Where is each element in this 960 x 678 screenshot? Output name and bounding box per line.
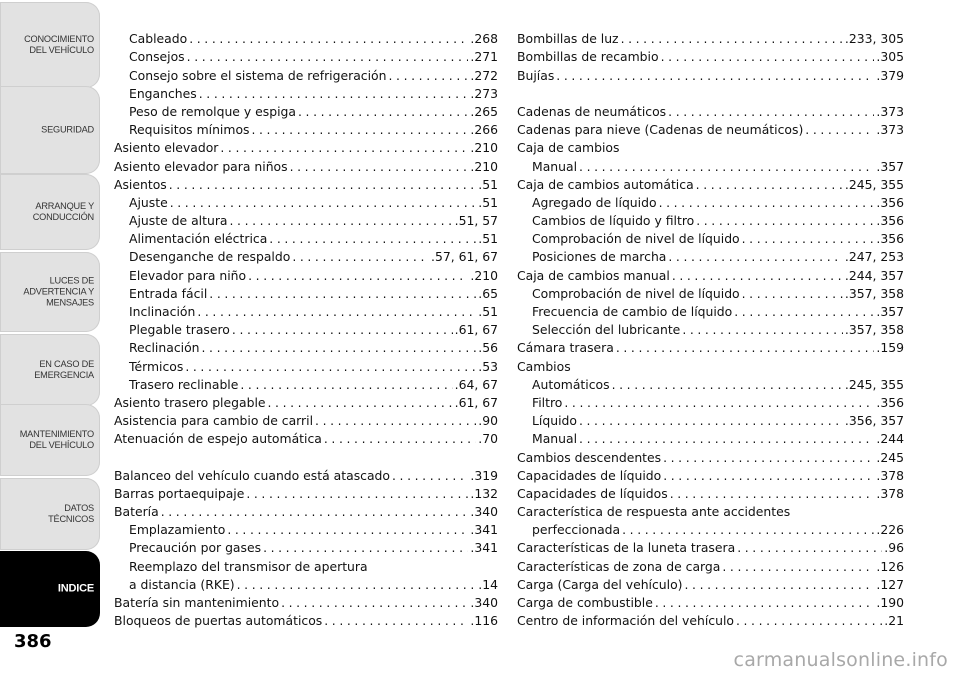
dot-leader [579,412,843,430]
index-subentry [114,339,498,357]
index-subentry [114,212,498,230]
dot-leader [389,67,469,85]
index-entry-label: a distancia (RKE) [129,576,235,592]
index-entry [517,266,904,284]
index-entry-label: Asiento elevador [114,140,219,156]
index-entry-label: Asiento elevador para niños [114,158,288,174]
dot-leader [392,467,468,485]
index-page-ref: .341 [470,540,498,556]
chapter-tab-label: CONOCIMIENTO DEL VEHÍCULO [24,34,94,55]
index-entry-label: Carga (Carga del vehículo) [517,576,683,592]
dot-leader [169,176,477,194]
index-entry [517,103,904,121]
index-page-ref: .51, 57 [454,213,498,229]
index-entry-label: Térmicos [129,358,184,374]
index-entry-label: Manual [532,431,578,447]
index-entry [517,612,904,630]
chapter-tab-label: MANTENIMIENTO DEL VEHÍCULO [19,429,94,450]
index-entry-label: Bombillas de recambio [517,49,659,65]
index-entry-label: Precaución por gases [129,540,262,556]
index-entry-label: Bloqueos de puertas automáticos [114,613,323,629]
index-subentry [517,376,904,394]
dot-leader [579,158,874,176]
index-entry-label: Balanceo del vehículo cuando está atascado [114,467,391,483]
index-page-ref: .356 [876,213,904,229]
index-entry-label: Caja de cambios manual [517,267,670,283]
dot-leader [663,467,874,485]
index-entry-label: Desenganche de respaldo [129,249,291,265]
index-page-ref: .210 [470,140,498,156]
index-entry [517,448,904,466]
index-entry-label: Consejos [129,49,185,65]
index-page-ref: .340 [470,504,498,520]
index-subentry [517,157,904,175]
index-page-ref: .305 [876,49,904,65]
index-entry-label: Bombillas de luz [517,31,619,47]
chapter-tab-label: SEGURIDAD [41,124,94,135]
index-entry [114,467,498,485]
index-entry-label: Líquido [532,413,577,429]
index-entry-label: Barras portaequipaje [114,485,245,501]
dot-leader [696,176,843,194]
dot-leader [220,139,468,157]
dot-leader [616,339,875,357]
index-entry-label: Automáticos [532,376,610,392]
index-entry [517,557,904,575]
index-entry-label: Caja de cambios [517,140,620,156]
dot-leader [579,430,874,448]
dot-leader [734,303,874,321]
chapter-tab-label: ARRANQUE Y CONDUCCIÓN [32,201,94,222]
chapter-tab-label: EN CASO DE EMERGENCIA [34,359,94,380]
index-page-ref: .319 [470,467,498,483]
index-page-ref: .96 [884,540,904,556]
index-entry-label: Consejo sobre el sistema de refrigeración [129,67,387,83]
index-entry [114,594,498,612]
chapter-tab-6[interactable] [0,404,100,476]
index-subentry [114,576,498,594]
dot-leader [268,394,453,412]
index-page-ref: .379 [876,67,904,83]
index-entry-label: Carga de combustible [517,595,653,610]
dot-leader [622,521,874,539]
index-page-ref: .61, 67 [454,394,498,410]
dot-leader [668,103,874,121]
dot-leader [202,339,477,357]
index-column-left [114,30,498,630]
index-entry [517,467,904,485]
index-entry-label: Inclinación [129,304,196,319]
index-entry-label: perfeccionada [532,522,621,538]
dot-leader [237,576,477,594]
index-page-ref: .56 [478,340,498,356]
dot-leader [672,267,843,285]
index-page-ref: .21 [884,613,904,629]
index-page-ref: .53 [478,358,498,374]
index-page-ref: .357, 358 [844,285,904,301]
index-entry-label: Reemplazo del transmisor de apertura [129,558,368,574]
dot-leader [240,376,452,394]
index-entry-label: Atenuación de espejo automática [114,431,322,447]
index-subentry [517,521,904,539]
index-entry-label: Agregado de líquido [532,194,657,210]
index-entry-label: Centro de información del vehículo [517,613,734,629]
index-subentry [517,321,904,339]
index-entry-label: Cambios de líquido y filtro [532,213,695,229]
index-entry-label: Batería [114,504,159,520]
index-entry-label: Características de zona de carga [517,558,721,574]
index-page-ref: .70 [478,431,498,447]
index-page-ref: .51 [478,231,498,247]
dot-leader [185,358,476,376]
dot-leader [227,521,468,539]
dot-leader [187,48,469,66]
dot-leader [290,158,469,176]
dot-leader [659,194,875,212]
index-entry-label: Trasero reclinable [129,376,239,392]
index-page-ref: .61, 67 [454,322,498,338]
chapter-tab-sidebar [0,0,100,678]
index-entry [517,48,904,66]
index-entry [517,121,904,139]
index-entry [114,612,498,630]
index-page-ref: .210 [470,158,498,174]
dot-leader [246,485,468,503]
index-entry-label: Asistencia para cambio de carril [114,413,314,429]
index-page-ref: .126 [876,558,904,574]
index-subentry [114,121,498,139]
index-page-ref: .247, 253 [844,249,904,265]
index-page-ref: .356, 357 [844,413,904,429]
dot-leader [805,121,874,139]
dot-leader [199,85,469,103]
index-entry [517,594,904,612]
index-subentry [114,66,498,84]
page-number: 386 [14,631,52,652]
index-page-ref: .51 [478,176,498,192]
index-page-ref: .265 [470,103,498,119]
index-subentry [114,85,498,103]
index-entry [517,66,904,84]
index-column-right [517,30,904,630]
index-page-ref: .65 [478,285,498,301]
index-page-ref: .378 [876,467,904,483]
dot-leader [696,212,874,230]
index-entry-label: Plegable trasero [129,322,230,338]
index-entry [517,357,904,375]
chapter-tab-label: INDICE [57,582,94,595]
index-subentry [517,248,904,266]
index-subentry [517,194,904,212]
index-entry-label: Frecuencia de cambio de líquido [532,304,733,319]
index-subentry [114,248,498,266]
index-page-ref: .244, 357 [844,267,904,283]
index-page-ref: .273 [470,85,498,101]
index-page-ref: .340 [470,595,498,610]
index-entry [114,139,498,157]
index-page-ref: .51 [478,304,498,319]
index-entry-label: Característica de respuesta ante accidentes [517,504,791,520]
index-subentry [114,285,498,303]
index-page-ref: .210 [470,267,498,283]
index-entry [517,503,904,521]
dot-leader [292,248,429,266]
index-entry [517,139,904,157]
index-entry-label: Cambios descendentes [517,449,662,465]
index-page-ref: .341 [470,522,498,538]
index-page-ref: .64, 67 [454,376,498,392]
dot-leader [263,539,468,557]
dot-leader [564,394,874,412]
index-page-ref: .356 [876,194,904,210]
index-entry-label: Cambios [517,358,571,374]
index-page-ref: .271 [470,49,498,65]
index-subentry [114,266,498,284]
index-page-ref: .159 [876,340,904,356]
index-entry [517,576,904,594]
index-subentry [114,103,498,121]
index-entry-label: Enganches [129,85,197,101]
index-subentry [517,285,904,303]
index-subentry [517,303,904,321]
index-entry-label: Capacidades de líquido [517,467,662,483]
index-entry-label: Emplazamiento [129,522,226,538]
index-subentry [114,230,498,248]
index-page-ref: .272 [470,67,498,83]
index-subentry [517,394,904,412]
index-entry-label: Filtro [532,394,563,410]
dot-leader [324,612,468,630]
index-entry [114,412,498,430]
section-gap [517,85,904,103]
dot-leader [742,285,843,303]
index-entry-label: Manual [532,158,578,174]
chapter-tab-label: LUCES DE ADVERTENCIA Y MENSAJES [23,275,94,308]
dot-leader [670,485,875,503]
index-entry-label: Ajuste de altura [129,213,228,229]
index-subentry [114,539,498,557]
dot-leader [248,267,468,285]
chapter-tab-label: DATOS TÉCNICOS [48,503,94,524]
index-page-ref: .233, 305 [844,31,904,47]
index-page-ref: .373 [876,122,904,138]
index-subentry [517,412,904,430]
index-page-ref: .245, 355 [844,176,904,192]
chapter-tab-1[interactable] [0,2,100,88]
dot-leader [685,576,875,594]
index-entry [517,539,904,557]
dot-leader [269,230,476,248]
dot-leader [737,539,882,557]
index-entry-label: Asientos [114,176,167,192]
index-entry-label: Comprobación de nivel de líquido [532,231,740,247]
dot-leader [298,103,468,121]
index-page-ref: .51 [478,194,498,210]
index-page-ref: .378 [876,485,904,501]
chapter-tab-3[interactable] [0,174,100,250]
dot-leader [668,248,842,266]
index-page-ref: .57, 61, 67 [431,249,498,265]
index-entry [517,176,904,194]
index-page-ref: .14 [478,576,498,592]
index-subentry [114,357,498,375]
index-entry-label: Caja de cambios automática [517,176,694,192]
index-entry [114,176,498,194]
index-subentry [114,521,498,539]
index-page-ref: .245 [876,449,904,465]
chapter-tab-5[interactable] [0,334,100,406]
dot-leader [170,194,477,212]
index-page-ref: .132 [470,485,498,501]
index-page-ref: .373 [876,103,904,119]
dot-leader [661,48,875,66]
index-entry-label: Cadenas de neumáticos [517,103,667,119]
index-page-ref: .356 [876,394,904,410]
section-gap [114,448,498,466]
watermark: carmanualsonline.info [733,649,948,671]
index-subentry [517,212,904,230]
index-entry-label: Cableado [129,31,188,47]
dot-leader [612,376,843,394]
index-page-ref: .90 [478,413,498,429]
dot-leader [251,121,468,139]
dot-leader [197,303,476,321]
index-entry [114,394,498,412]
index-entry [517,339,904,357]
dot-leader [655,594,875,612]
dot-leader [736,612,882,630]
index-entry-label: Capacidades de líquidos [517,485,668,501]
index-page-ref: .116 [470,613,498,629]
index-subentry [114,30,498,48]
index-page-ref: .357 [876,158,904,174]
index-subentry [114,557,498,575]
dot-leader [315,412,476,430]
dot-leader [663,449,874,467]
index-entry [517,30,904,48]
index-entry [114,430,498,448]
chapter-tab-7[interactable] [0,478,100,550]
index-entry [517,485,904,503]
index-subentry [114,48,498,66]
index-subentry [114,303,498,321]
index-entry [114,485,498,503]
index-page-ref: .245, 355 [844,376,904,392]
index-entry-label: Alimentación eléctrica [129,231,268,247]
index-entry-label: Reclinación [129,340,200,356]
index-entry-label: Entrada fácil [129,285,208,301]
index-page-ref: .356 [876,231,904,247]
index-page-ref: .357 [876,304,904,319]
index-entry-label: Cadenas para nieve (Cadenas de neumáticos) [517,122,804,138]
index-page-ref: .268 [470,31,498,47]
index-entry-label: Cámara trasera [517,340,614,356]
dot-leader [230,212,453,230]
index-entry [114,503,498,521]
index-entry-label: Posiciones de marcha [532,249,667,265]
index-entry-label: Asiento trasero plegable [114,394,266,410]
index-entry-label: Comprobación de nivel de líquido [532,285,740,301]
index-page-ref: .190 [876,595,904,610]
index-page-ref: .357, 358 [844,322,904,338]
index-entry-label: Características de la luneta trasera [517,540,736,556]
dot-leader [556,67,874,85]
index-entry-label: Ajuste [129,194,168,210]
dot-leader [621,30,843,48]
index-page-ref: .226 [876,522,904,538]
index-entry-label: Bujías [517,67,555,83]
dot-leader [281,594,468,612]
index-page-ref: .266 [470,122,498,138]
index-entry [114,157,498,175]
index-page-ref: .127 [876,576,904,592]
index-entry-label: Requisitos mínimos [129,122,250,138]
index-entry-label: Elevador para niño [129,267,247,283]
index-entry-label: Peso de remolque y espiga [129,103,296,119]
chapter-tab-8[interactable] [0,551,100,627]
dot-leader [232,321,453,339]
index-subentry [517,230,904,248]
dot-leader [324,430,476,448]
chapter-tab-4[interactable] [0,252,100,332]
index-subentry [114,194,498,212]
dot-leader [161,503,469,521]
index-page-ref: .244 [876,431,904,447]
index-subentry [517,430,904,448]
dot-leader [742,230,875,248]
index-entry-label: Batería sin mantenimiento [114,595,280,610]
dot-leader [722,558,874,576]
chapter-tab-2[interactable] [0,86,100,174]
index-subentry [114,376,498,394]
index-entry-label: Selección del lubricante [532,322,681,338]
dot-leader [189,30,468,48]
index-subentry [114,321,498,339]
dot-leader [682,321,843,339]
dot-leader [209,285,476,303]
